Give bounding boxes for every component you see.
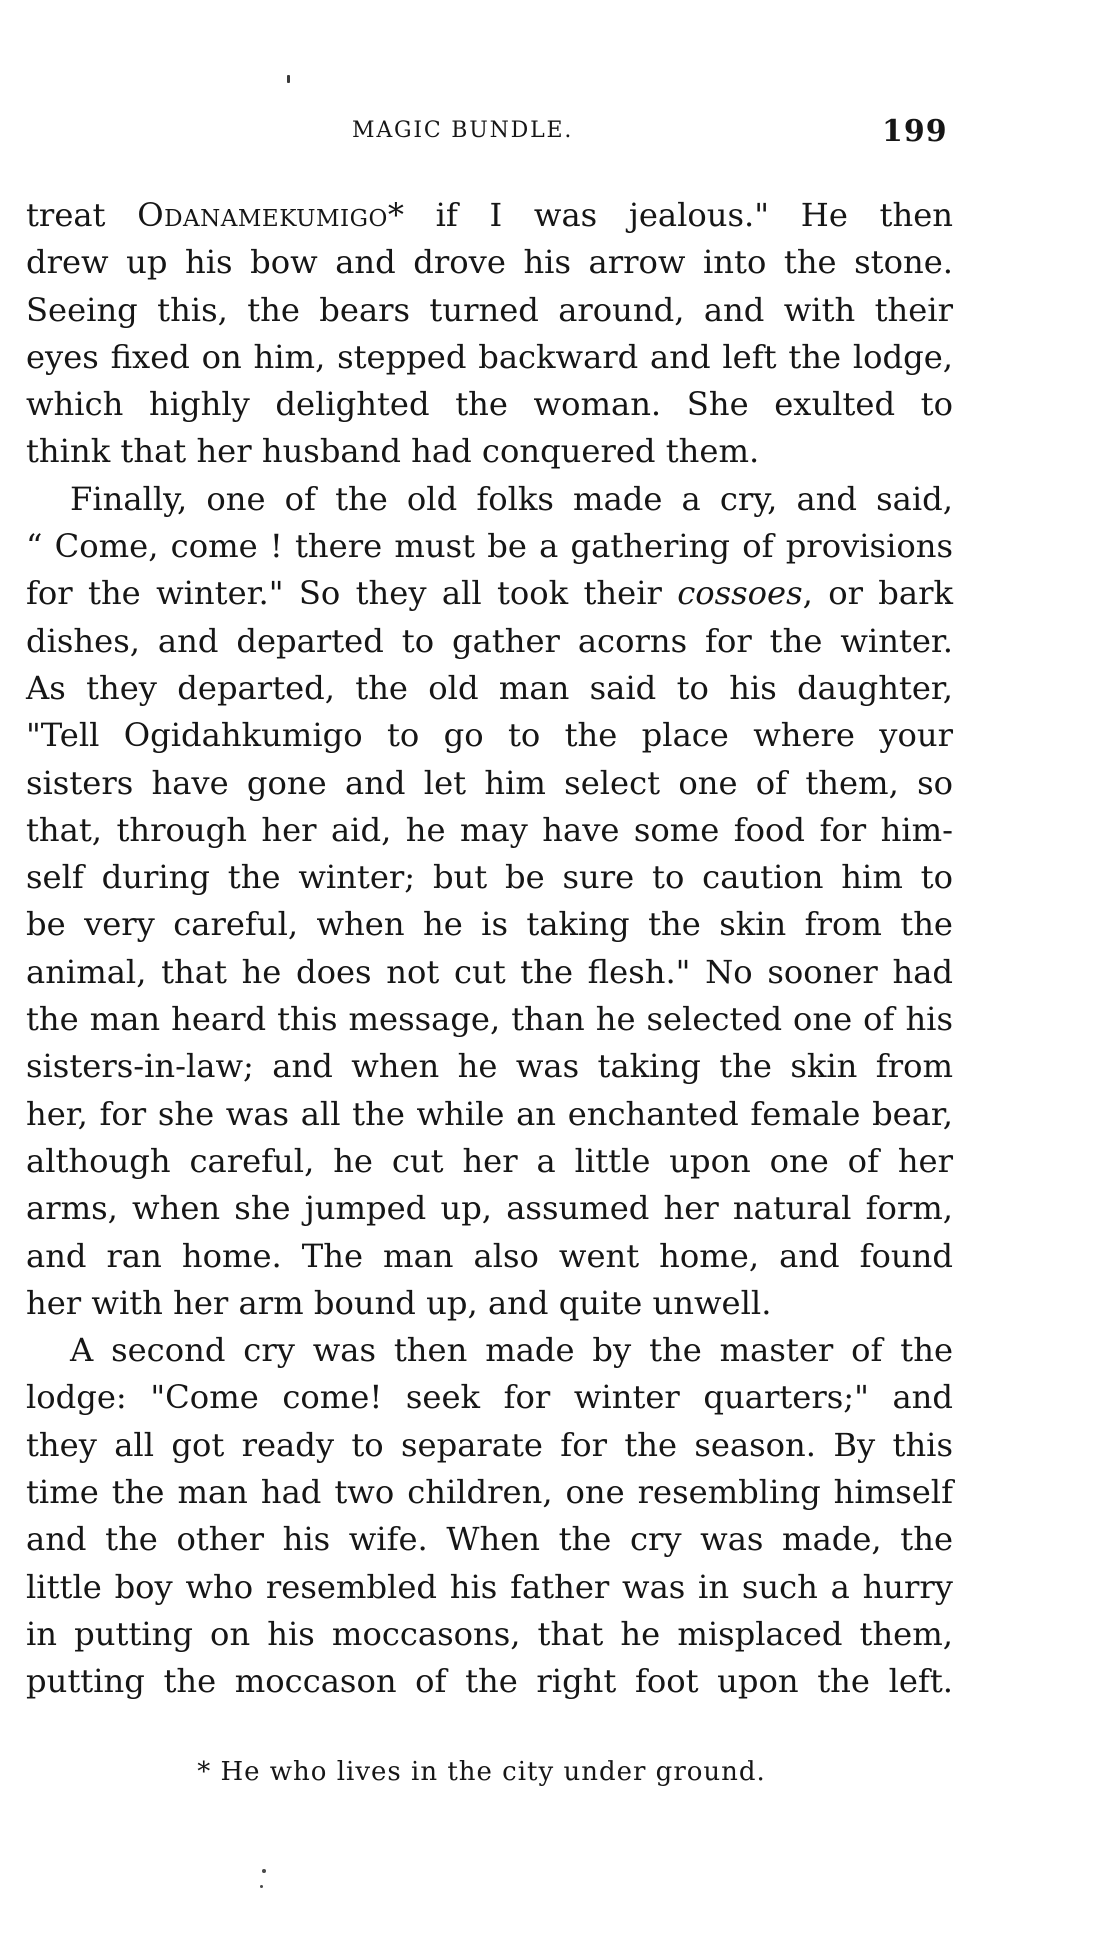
text-line: they all got ready to separate for the season. By this	[26, 1425, 953, 1464]
page-number: 199	[882, 114, 948, 149]
text-line: A second cry was then made by the master of the	[70, 1331, 953, 1370]
text-line: time the man had two children, one resembling himself	[26, 1473, 953, 1512]
footnote	[0, 1757, 1095, 1787]
text-line: be very careful, when he is taking the skin from the	[26, 905, 953, 944]
body-text	[26, 192, 953, 1706]
text-line: As they departed, the old man said to his daughter,	[26, 668, 953, 707]
text-line: lodge: "Come come! seek for winter quarters;" and	[26, 1378, 953, 1417]
text-line: her, for she was all the while an enchanted female bear,	[26, 1094, 953, 1133]
text-line: arms, when she jumped up, assumed her natural form,	[26, 1189, 953, 1228]
text-line: “ Come, come ! there must be a gathering of provisions	[26, 527, 953, 566]
text-line: and the other his wife. When the cry was made, the	[26, 1520, 953, 1559]
text-line: eyes fixed on him, stepped backward and left the lodge,	[26, 337, 953, 376]
footnote-text: * He who lives in the city under ground.	[197, 1757, 766, 1787]
text-line: self during the winter; but be sure to caution him to	[26, 858, 953, 897]
text-line: treat Odanamekumigo* if I was jealous." He then	[26, 196, 954, 234]
text-line: "Tell Ogidahkumigo to go to the place where your	[26, 716, 953, 755]
print-speck	[262, 1869, 266, 1873]
running-title: MAGIC BUNDLE.	[352, 118, 574, 143]
text-line: in putting on his moccasons, that he misplaced them,	[26, 1614, 953, 1653]
text-line: dishes, and departed to gather acorns for the winter.	[26, 621, 953, 660]
text-line: putting the moccason of the right foot upon the left.	[26, 1662, 953, 1701]
text-line: the man heard this message, than he selected one of his	[26, 1000, 953, 1039]
text-line: sisters have gone and let him select one of them, so	[26, 763, 953, 802]
print-speck	[287, 75, 290, 83]
text-line: animal, that he does not cut the flesh." No sooner had	[26, 952, 953, 991]
text-line: Finally, one of the old folks made a cry, and said,	[70, 479, 953, 518]
text-line: although careful, he cut her a little upon one of her	[26, 1141, 953, 1180]
text-line: Seeing this, the bears turned around, and with their	[26, 290, 953, 329]
running-head	[0, 114, 1095, 154]
text-line: drew up his bow and drove his arrow into the stone.	[26, 243, 953, 282]
text-line: for the winter." So they all took their cossoes, or bark	[26, 574, 953, 613]
text-line: sisters-in-law; and when he was taking the skin from	[26, 1047, 953, 1086]
print-speck	[260, 1885, 263, 1888]
text-line: which highly delighted the woman. She exulted to	[26, 385, 953, 424]
text-line: little boy who resembled his father was in such a hurry	[26, 1567, 953, 1606]
text-line: that, through her aid, he may have some food for him-	[26, 810, 953, 849]
text-line: her with her arm bound up, and quite unwell.	[26, 1283, 772, 1322]
text-line: think that her husband had conquered them.	[26, 432, 760, 471]
text-line: and ran home. The man also went home, and found	[26, 1236, 953, 1275]
